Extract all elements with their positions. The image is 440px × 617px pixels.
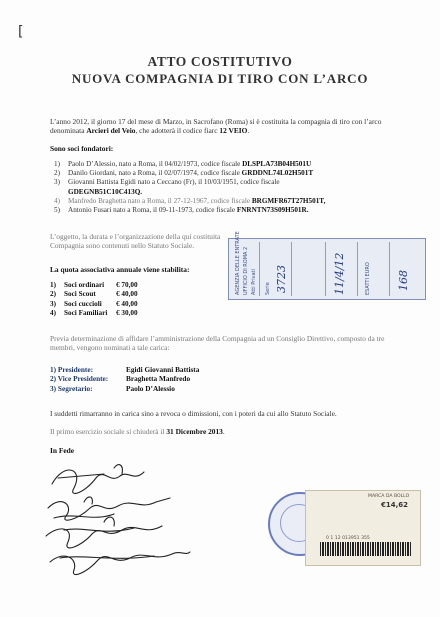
revenue-stamp-code: 0 1 12 013951 355 — [326, 536, 370, 541]
signatures — [44, 458, 194, 588]
founder-item: 1) Paolo D’Alessio, nato a Roma, il 04/02/1973, codice fiscale DLSPLA73B04H501U — [54, 160, 312, 168]
stamp-office: UFFICIO DI ROMA 2 — [243, 246, 249, 295]
council-paragraph: Previa determinazione di affidare l’amministrazione della Compagnia ad un Consiglio Direttivo, composto da tre membri, vengono nominati a tale carica: — [50, 334, 385, 353]
quota-item: 4) Soci Familiari € 30,00 — [50, 308, 138, 317]
closing-text: In Fede — [50, 446, 75, 455]
intro-paragraph — [50, 117, 400, 136]
fiarc-code: 12 VEIO — [219, 126, 248, 136]
founder-item: 3) Giovanni Battista Egidi nato a Ceccano (Fr), il 10/03/1951, codice fiscale — [54, 178, 280, 187]
corner-mark: [ — [18, 24, 24, 40]
council-roles — [50, 365, 199, 393]
quota-list — [50, 281, 138, 318]
stamp-agency: AGENZIA DELLE ENTRATE — [235, 231, 241, 295]
statute-paragraph: L’oggetto, la durata e l’organizzazione della qui costituita Compagnia sono contenuti nello Statuto Sociale. — [50, 232, 221, 251]
revenue-stamp-value: €14,62 — [381, 501, 409, 509]
founders-heading: Sono soci fondatori: — [50, 144, 114, 153]
stamp-acts: Atti Privati — [251, 269, 257, 295]
revenue-stamp-title: MARCA DA BOLLO — [368, 494, 410, 499]
quota-item: 3) Soci cuccioli € 40,00 — [50, 299, 138, 308]
intro-text-mid: , che adotterà il codice fiarc — [135, 126, 220, 136]
founders-list — [54, 160, 325, 215]
quota-item: 2) Soci Scout € 40,00 — [50, 290, 138, 299]
founder-item: 5) Antonio Fusari nato a Roma, il 09-11-1973, codice fiscale FNRNTN73S09H501R. — [54, 206, 309, 215]
stamp-number: 3723 — [275, 265, 288, 293]
stamp-serie-label: Serie — [265, 282, 271, 295]
document-subtitle: NUOVA COMPAGNIA DI TIRO CON L’ARCO — [71, 71, 369, 86]
intro-text: L’anno 2012, il giorno 17 del mese di Marzo, in Sacrofano (Roma) si è costituita la compagnia di tiro con l’arco denominata — [50, 117, 382, 136]
quota-item: 1) Soci ordinari € 70,00 — [50, 281, 138, 289]
founder-item-cont: GDEGNB51C10C413Q. — [68, 187, 143, 196]
role-row: 3) Segretario: Paolo D’Alessio — [50, 383, 175, 393]
intro-text-end: . — [247, 126, 250, 136]
stamp-date: 11/4/12 — [333, 252, 346, 295]
company-name: Arcieri del Veio — [86, 126, 136, 136]
founder-item: 4) Manfredo Braghetta nato a Roma, il 27-12-1967, codice fiscale BRGMFR67T27H501T, — [54, 196, 326, 205]
founder-item: 2) Danilo Giordani, nato a Roma, il 02/07/1974, codice fiscale GRDDNL74L02H501T — [54, 169, 314, 178]
revenue-stamp-barcode — [320, 542, 412, 556]
role-row: 1) Presidente: Egidi Giovanni Battista — [50, 365, 200, 374]
document-title: ATTO COSTITUTIVO — [147, 54, 293, 69]
stamp-paid-label: ESATTI EURO — [365, 262, 371, 295]
role-row: 2) Vice Presidente: Braghetta Manfredo — [50, 374, 191, 384]
quota-heading: La quota associativa annuale viene stabilita: — [50, 265, 190, 274]
term-paragraph: I suddetti rimarranno in carica sino a revoca o dimissioni, con i poteri da cui allo Statuto Sociale. — [50, 409, 337, 418]
stamp-amount: 168 — [397, 270, 410, 291]
first-year-paragraph: Il primo esercizio sociale si chiuderà il 31 Dicembre 2013. — [50, 427, 225, 436]
registration-stamp — [228, 231, 426, 300]
